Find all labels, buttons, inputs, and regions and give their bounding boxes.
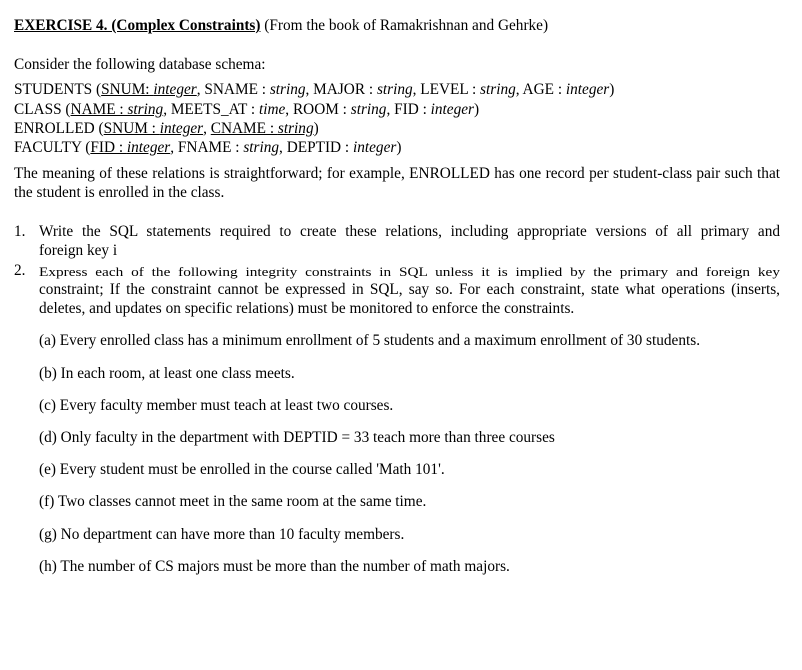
attr: , MAJOR :: [305, 81, 377, 98]
paren: ): [609, 81, 615, 98]
question-text-rest: constraint; If the constraint cannot be expressed in SQL, say so. For each constraint, state what operations (inserts, deletes, and updates on specific relations) must be monitored to enforce the constraints.: [39, 281, 780, 317]
exercise-source: (From the book of Ramakrishnan and Gehrke): [264, 17, 549, 34]
key-attr: SNUM :: [103, 120, 160, 137]
question-text-line-2: foreign key i: [39, 242, 118, 259]
constraint-a: (a) Every enrolled class has a minimum enrollment of 5 students and a maximum enrollment of 30 students.: [39, 332, 701, 349]
attr: , LEVEL :: [412, 81, 481, 98]
primary-key: [101, 81, 197, 98]
attr: , FNAME :: [170, 139, 244, 156]
primary-key: [71, 101, 164, 118]
attr-type: string: [480, 81, 516, 98]
question-text-line-1: Express each of the following integrity constraints in SQL unless it is implied by the primary and foreign key: [39, 265, 780, 280]
question-number: 1.: [14, 223, 26, 240]
constraint-g: (g) No department can have more than 10 faculty members.: [39, 526, 405, 543]
key-attr: SNUM:: [101, 81, 150, 98]
attr: , SNAME :: [196, 81, 270, 98]
relation-name: CLASS (: [14, 101, 71, 118]
exercise-heading: EXERCISE 4. (Complex Constraints): [14, 17, 261, 34]
primary-key: [104, 120, 203, 137]
question-number: 2.: [14, 262, 26, 279]
question-text-line-1: Write the SQL statements required to create these relations, including appropriate versions of all primary and: [39, 223, 780, 240]
schema-class: [14, 100, 479, 119]
question-1: [14, 222, 784, 262]
key-attr: FID :: [90, 139, 127, 156]
attr: , DEPTID :: [279, 139, 353, 156]
question-2: [14, 261, 784, 321]
relation-name: ENROLLED (: [14, 120, 104, 137]
schema-faculty: [14, 138, 401, 157]
attr-type: integer: [565, 81, 610, 98]
key-type: integer: [153, 81, 197, 98]
meaning-paragraph: The meaning of these relations is straightforward; for example, ENROLLED has one record per student-class pair such that the student is enrolled in the class.: [14, 165, 780, 201]
attr-type: string: [350, 101, 387, 118]
exercise-title: [14, 16, 548, 35]
attr: , AGE :: [515, 81, 566, 98]
primary-key: [211, 120, 314, 137]
constraint-c: (c) Every faculty member must teach at least two courses.: [39, 397, 394, 414]
key-attr: CNAME :: [210, 120, 278, 137]
schema-intro: Consider the following database schema:: [14, 56, 266, 73]
paren: ): [313, 120, 319, 137]
constraint-h: (h) The number of CS majors must be more than the number of math majors.: [39, 558, 510, 575]
constraint-b: (b) In each room, at least one class meets.: [39, 365, 295, 382]
attr: , FID :: [386, 101, 431, 118]
attr: , ROOM :: [285, 101, 351, 118]
attr-type: string: [376, 81, 413, 98]
constraint-f: (f) Two classes cannot meet in the same room at the same time.: [39, 493, 427, 510]
attr-type: string: [269, 81, 306, 98]
attr-type: string: [243, 139, 280, 156]
schema-students: [14, 80, 614, 99]
relation-name: FACULTY (: [14, 139, 91, 156]
relation-name: STUDENTS (: [14, 81, 102, 98]
paren: ): [396, 139, 402, 156]
attr-type: time: [258, 101, 286, 118]
paren: ): [474, 101, 480, 118]
constraint-d: (d) Only faculty in the department with DEPTID = 33 teach more than three courses: [39, 429, 555, 446]
key-type: integer: [159, 120, 204, 137]
key-type: integer: [126, 139, 171, 156]
attr-type: integer: [352, 139, 397, 156]
attr-type: integer: [430, 101, 474, 118]
attr: , MEETS_AT :: [163, 101, 259, 118]
key-attr: NAME :: [70, 101, 128, 118]
schema-enrolled: [14, 119, 319, 138]
primary-key: [90, 139, 170, 156]
key-type: string: [127, 101, 164, 118]
constraint-e: (e) Every student must be enrolled in the course called 'Math 101'.: [39, 461, 445, 478]
key-type: string: [277, 120, 314, 137]
separator: ,: [203, 120, 211, 137]
